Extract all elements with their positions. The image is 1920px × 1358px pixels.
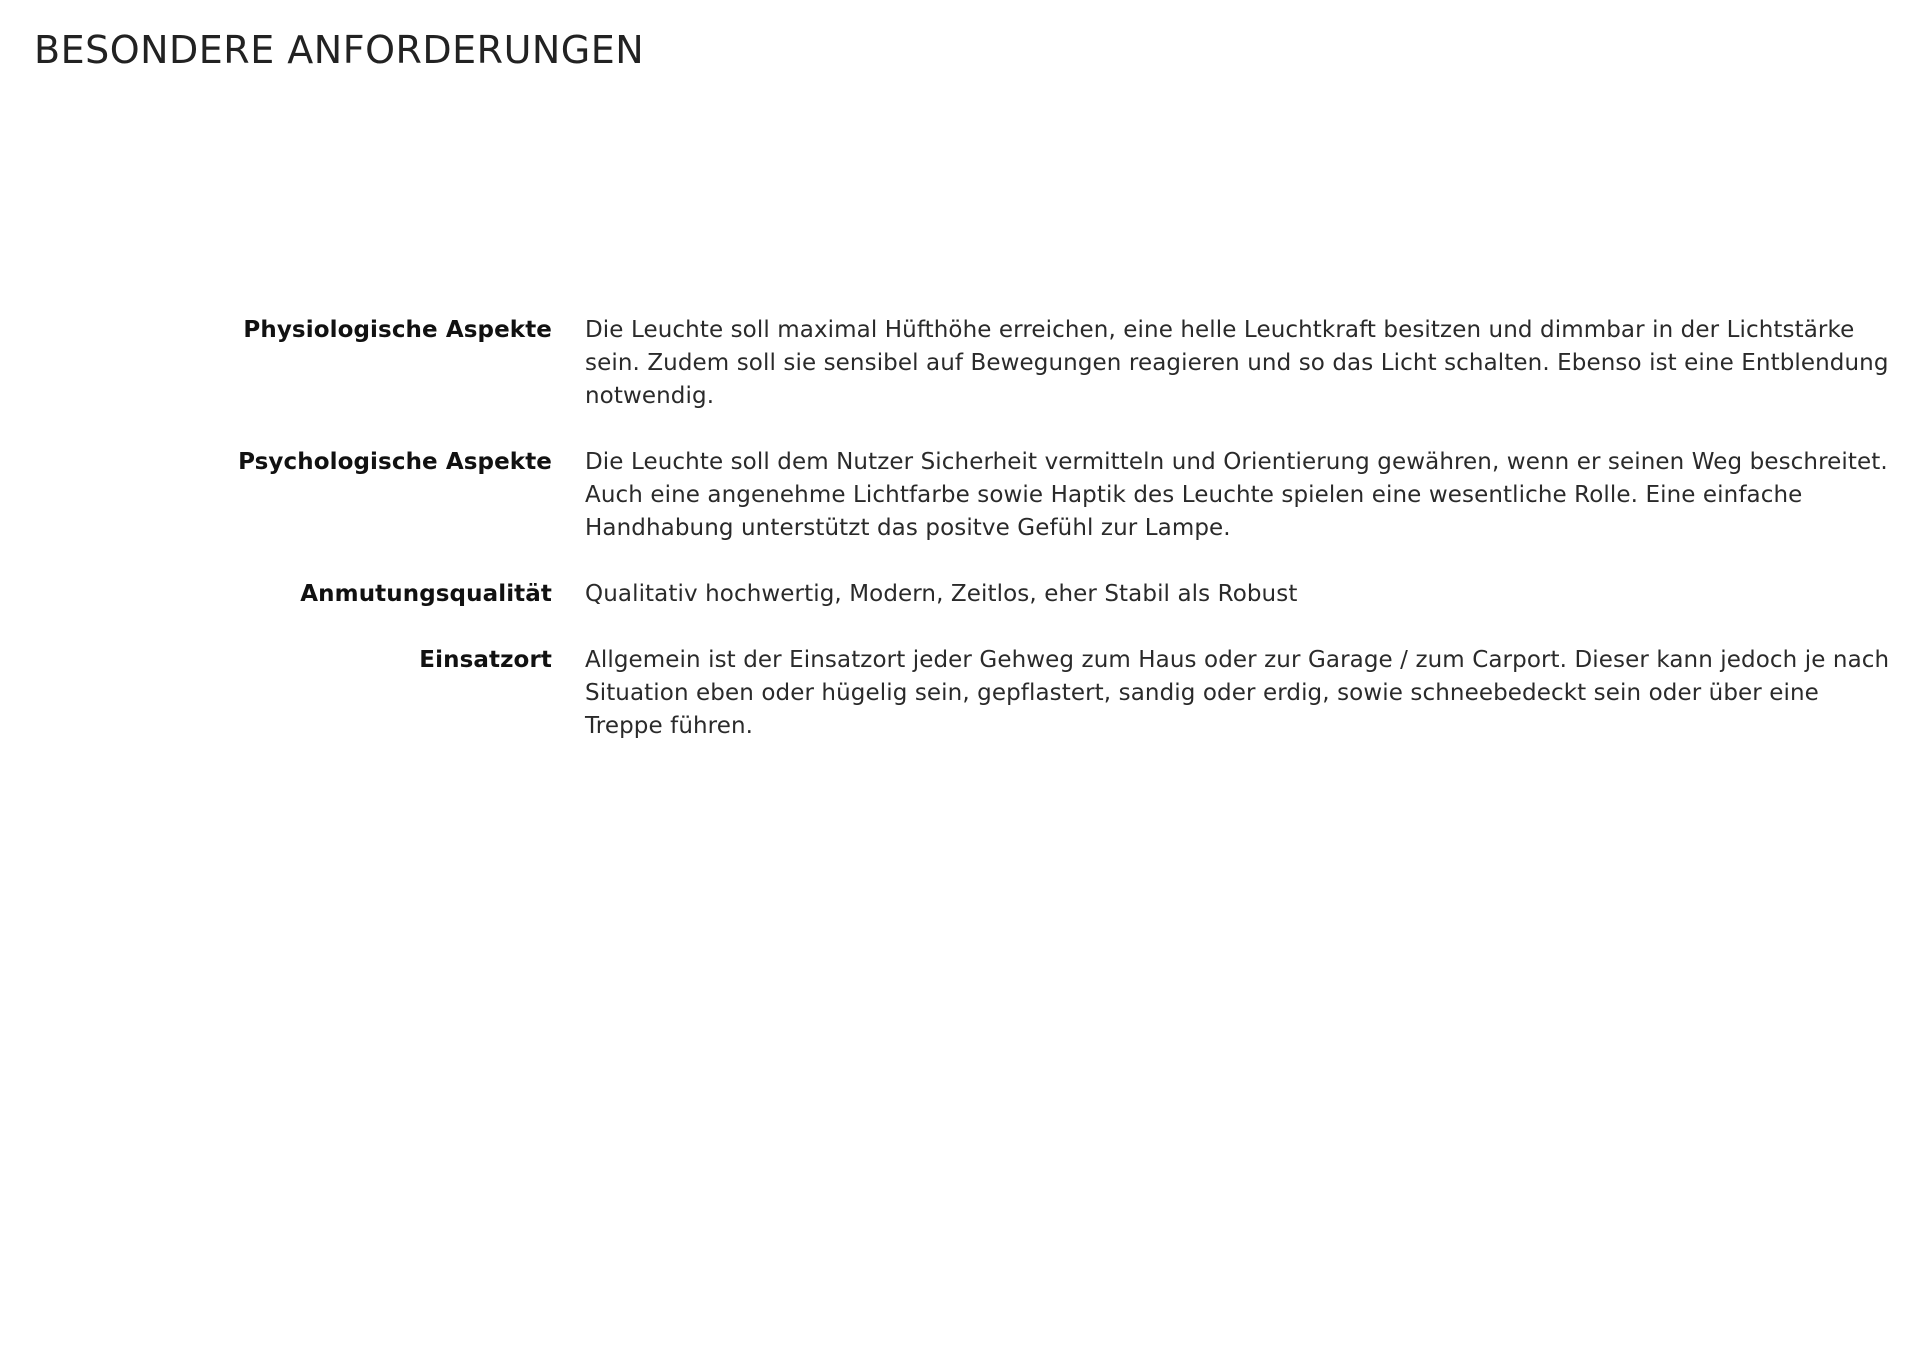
requirement-text: Die Leuchte soll maximal Hüfthöhe erreichen, eine helle Leuchtkraft besitzen und dimmbar in der Lichtstärke sein. Zudem soll sie sensibel auf Bewegungen reagieren und so das Licht schalten. Ebenso ist eine Entblendung notwendig. xyxy=(585,317,1889,409)
requirement-row-location xyxy=(200,644,1900,743)
requirement-text: Qualitativ hochwertig, Modern, Zeitlos, eher Stabil als Robust xyxy=(585,581,1298,607)
requirement-row-physiological xyxy=(200,314,1900,413)
requirements-list xyxy=(200,314,1900,776)
requirement-text: Allgemein ist der Einsatzort jeder Gehweg zum Haus oder zur Garage / zum Carport. Dieser kann jedoch je nach Situation eben oder hügelig sein, gepflastert, sandig oder erdig, sowie schneebedeckt sein oder über eine Treppe führen. xyxy=(585,647,1890,739)
requirement-row-psychological xyxy=(200,446,1900,545)
requirement-label: Einsatzort xyxy=(419,647,552,673)
requirement-text: Die Leuchte soll dem Nutzer Sicherheit vermitteln und Orientierung gewähren, wenn er seinen Weg beschreitet. Auch eine angenehme Lichtfarbe sowie Haptik des Leuchte spielen eine wesentliche Rolle. Eine einfache Handhabung unterstützt das positve Gefühl zur Lampe. xyxy=(585,449,1888,541)
page-title: BESONDERE ANFORDERUNGEN xyxy=(34,28,645,72)
requirement-label: Physiologische Aspekte xyxy=(243,317,552,343)
requirement-label: Anmutungsqualität xyxy=(300,581,552,607)
requirement-row-appearance xyxy=(200,578,1900,611)
requirement-label: Psychologische Aspekte xyxy=(238,449,552,475)
